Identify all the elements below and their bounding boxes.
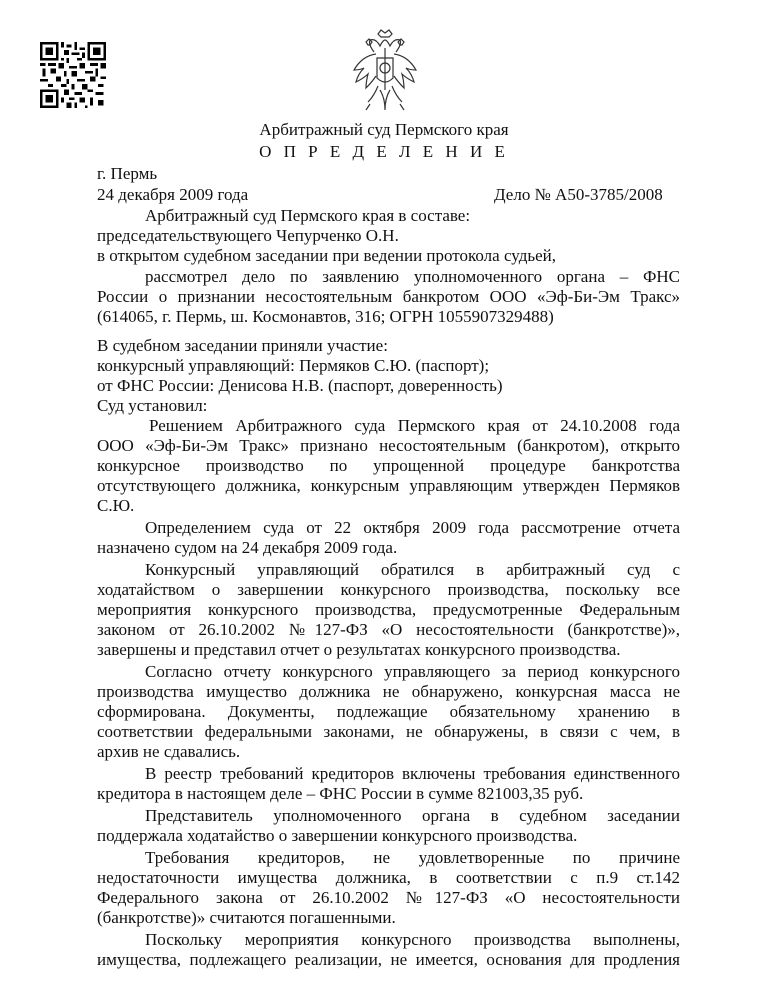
body-line: в открытом судебном заседании при ведении протокола судьей, [97,246,557,265]
body-line: С.Ю. [97,496,135,515]
document-type-title: О П Р Е Д Е Л Е Н И Е [259,142,509,161]
qr-code-icon [40,42,106,108]
body-line: имущества, подлежащего реализации, не имеется, основания для продления [97,950,680,969]
body-line: соответствии федеральными законами, не обнаружены, в связи с чем, в [97,722,680,741]
body-line: Решением Арбитражного суда Пермского края от 24.10.2008 года [149,416,680,435]
body-line: Представитель уполномоченного органа в судебном заседании [145,806,680,825]
body-line: В реестр требований кредиторов включены требования единственного [145,764,680,783]
russian-coat-of-arms-icon [352,28,418,116]
city: г. Пермь [97,164,158,183]
body-line: недостаточности имущества должника, в соответствии с п.9 ст.142 [97,868,680,887]
body-line: от ФНС России: Денисова Н.В. (паспорт, доверенность) [97,376,503,395]
case-number: Дело № А50-3785/2008 [494,185,663,204]
body-line: Поскольку мероприятия конкурсного производства выполнены, [145,930,680,949]
body-line: ООО «Эф-Би-Эм Тракс» признано несостоятельным (банкротом), открыто [97,436,680,455]
body-line: отсутствующего должника, конкурсным управляющим утвержден Пермяков [97,476,680,495]
body-line: Конкурсный управляющий обратился в арбитражный суд с [145,560,680,579]
body-line: Требования кредиторов, не удовлетворенные по причине [145,848,680,867]
body-line: завершены и представил отчет о результатах конкурсного производства. [97,640,621,659]
body-line: мероприятия конкурсного производства, предусмотренные Федеральным [97,600,680,619]
decision-date: 24 декабря 2009 года [97,185,249,204]
body-line: Арбитражный суд Пермского края в составе: [145,206,471,225]
body-line: Федерального закона от 26.10.2002 №127-ФЗ «О несостоятельности [97,888,680,907]
body-line: председательствующего Чепурченко О.Н. [97,226,399,245]
body-line: Согласно отчету конкурсного управляющего за период конкурсного [145,662,680,681]
body-line: России о признании несостоятельным банкротом ООО «Эф-Би-Эм Тракс» [97,287,680,306]
court-title: Арбитражный суд Пермского края [259,120,509,139]
body-line: поддержала ходатайство о завершении конкурсного производства. [97,826,578,845]
body-line: архив не сдавались. [97,742,241,761]
body-line: сформирована. Документы, подлежащие обязательному хранению в [97,702,680,721]
body-line: рассмотрел дело по заявлению уполномоченного органа – ФНС [145,267,680,286]
body-line: (614065, г. Пермь, ш. Космонавтов, 316; ОГРН 1055907329488) [97,307,554,326]
body-line: конкурсный управляющий: Пермяков С.Ю. (паспорт); [97,356,490,375]
body-line: ходатайством о завершении конкурсного производства, поскольку все [97,580,680,599]
body-line: кредитора в настоящем деле – ФНС России в сумме 821003,35 руб. [97,784,584,803]
body-line: производства имущество должника не обнаружено, конкурсная масса не [97,682,680,701]
body-line: назначено судом на 24 декабря 2009 года. [97,538,398,557]
body-line: В судебном заседании приняли участие: [97,336,388,355]
body-line: (банкротстве)» считаются погашенными. [97,908,396,927]
body-line: Суд установил: [97,396,208,415]
body-line: конкурсное производство по упрощенной процедуре банкротства [97,456,680,475]
body-line: Определением суда от 22 октября 2009 года рассмотрение отчета [145,518,680,537]
body-line: законом от 26.10.2002 №127-ФЗ «О несостоятельности (банкротстве)», [97,620,680,639]
